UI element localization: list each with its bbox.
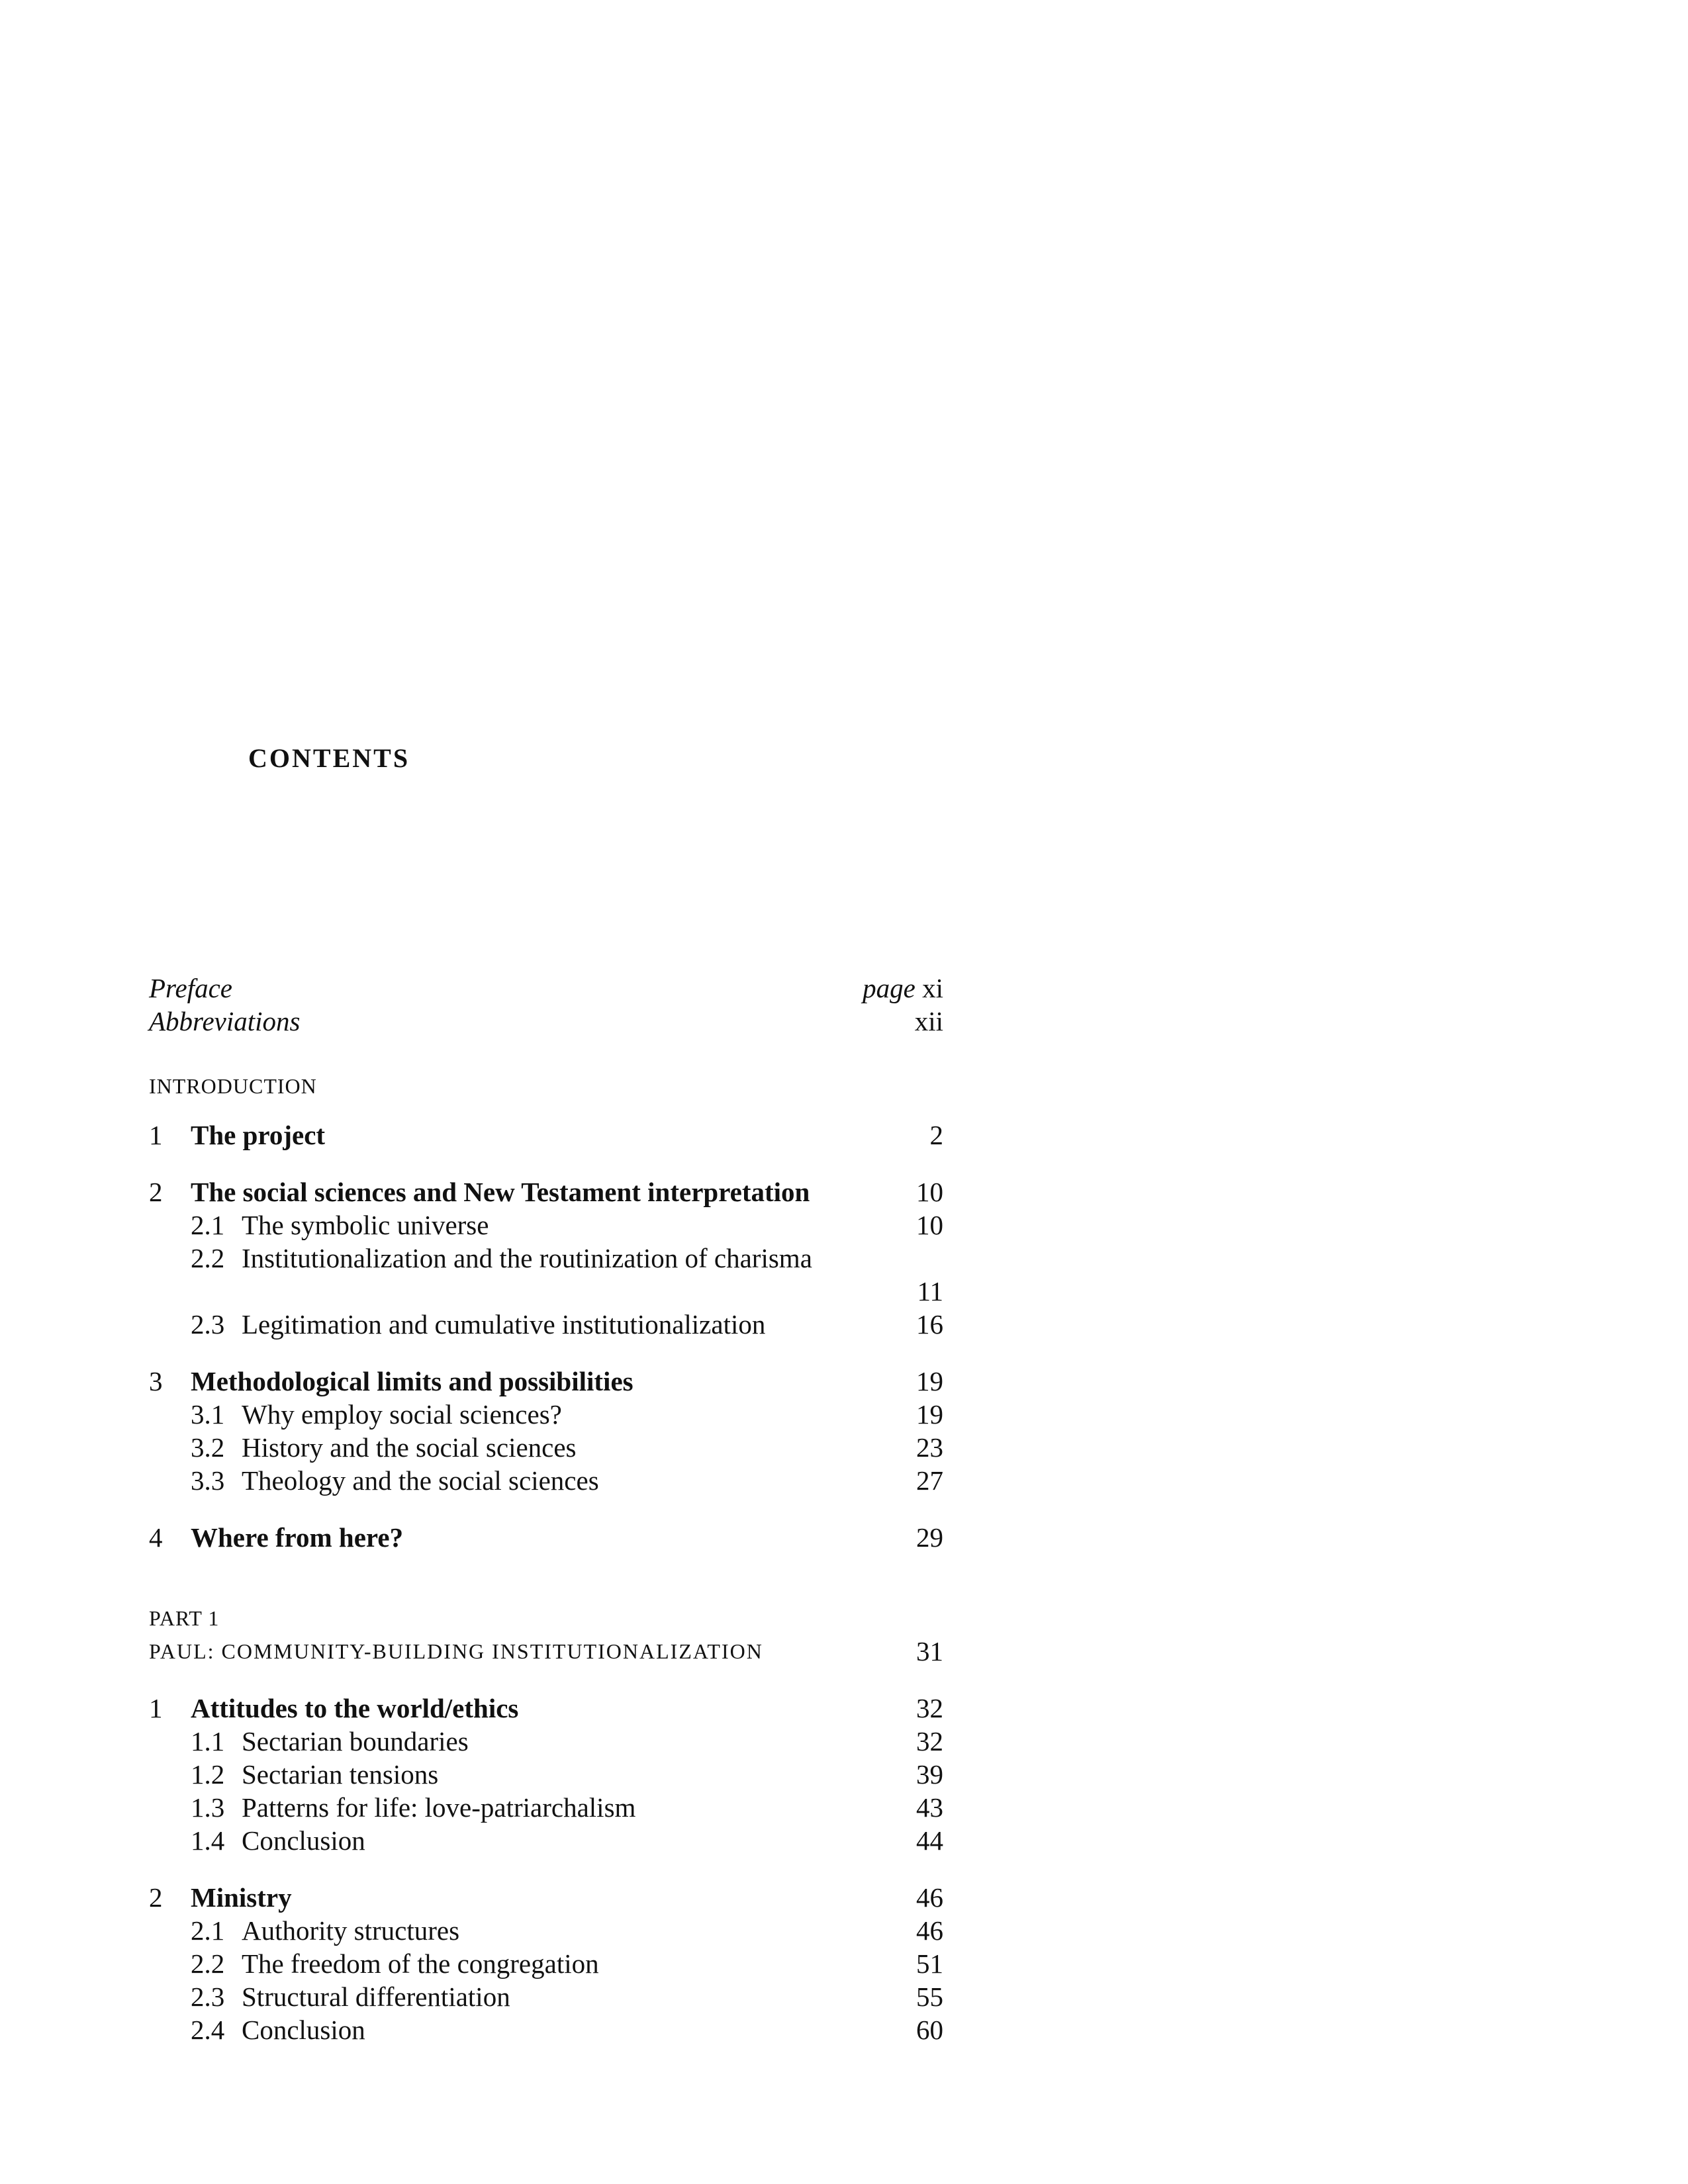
section-title: Sectarian tensions [242,1759,439,1790]
section-title: Authority structures [242,1915,460,1946]
section-page: 10 [916,1210,943,1240]
toc-chapter[interactable] [149,1365,943,1398]
toc-part-title[interactable] [149,1635,943,1668]
page-number: xi [922,973,943,1003]
chapter-number: 3 [149,1366,163,1396]
section-title: Legitimation and cumulative institutionalization [242,1309,766,1340]
section-number: 2.3 [191,1981,225,2012]
section-number: 1.1 [191,1726,225,1756]
section-number: 2.1 [191,1915,225,1946]
toc-section[interactable] [149,1980,943,2013]
chapter-number: 2 [149,1177,163,1207]
entry-page [863,972,943,1005]
section-title: Conclusion [242,2015,365,2045]
section-title: The symbolic universe [242,1210,489,1240]
chapter-number: 4 [149,1522,163,1553]
chapter-title: The project [191,1120,326,1150]
toc-chapter[interactable] [149,1521,943,1554]
toc-section[interactable] [149,1464,943,1497]
entry-title: Abbreviations [149,1006,301,1036]
section-number: 2.2 [191,1948,225,1979]
section-title: Structural differentiation [242,1981,510,2012]
chapter-number: 1 [149,1120,163,1150]
section-page: 19 [916,1399,943,1430]
chapter-title: Methodological limits and possibilities [191,1366,633,1396]
section-number: 1.4 [191,1825,225,1856]
section-title [242,1242,837,1275]
chapter-page: 46 [916,1882,943,1913]
entry-page: xii [914,1006,943,1036]
toc-chapter[interactable] [149,1118,943,1152]
toc-section[interactable] [149,1242,943,1308]
section-page: 27 [916,1465,943,1496]
chapter-page: 10 [916,1177,943,1207]
toc-section[interactable] [149,2013,943,2046]
section-page: 16 [916,1309,943,1340]
section-page: 32 [916,1726,943,1756]
heading-text: INTRODUCTION [149,1074,317,1098]
part-page: 31 [916,1636,943,1666]
toc-chapter[interactable] [149,1881,943,1914]
toc-entry-abbreviations[interactable] [149,1005,943,1038]
toc-section[interactable] [149,1208,943,1242]
toc-section[interactable] [149,1758,943,1791]
toc-chapter[interactable] [149,1175,943,1208]
part-label [149,1602,943,1635]
chapter-page: 32 [916,1693,943,1723]
section-page: 46 [916,1915,943,1946]
toc-section[interactable] [149,1824,943,1857]
toc-section[interactable] [149,1791,943,1824]
section-title: Patterns for life: love-patriarchalism [242,1792,636,1823]
section-number: 2.1 [191,1210,225,1240]
section-number: 3.1 [191,1399,225,1430]
section-number: 2.4 [191,2015,225,2045]
section-page: 44 [916,1825,943,1856]
part-label-text: PART 1 [149,1606,220,1630]
page-label: page [863,973,915,1003]
section-page: 11 [917,1276,943,1306]
entry-title: Preface [149,973,232,1003]
section-page: 55 [916,1981,943,2012]
section-number: 2.2 [191,1243,225,1273]
section-page: 43 [916,1792,943,1823]
table-of-contents [149,972,943,2046]
chapter-title: Attitudes to the world/ethics [191,1693,519,1723]
chapter-title: The social sciences and New Testament interpretation [191,1177,810,1207]
chapter-number: 2 [149,1882,163,1913]
toc-chapter[interactable] [149,1692,943,1725]
section-title: The freedom of the congregation [242,1948,599,1979]
section-page: 23 [916,1432,943,1463]
section-title: Why employ social sciences? [242,1399,562,1430]
toc-section[interactable] [149,1398,943,1431]
section-page: 51 [916,1948,943,1979]
part-title: PAUL: COMMUNITY-BUILDING INSTITUTIONALIZATION [149,1639,763,1663]
section-number: 1.3 [191,1792,225,1823]
section-heading-introduction [149,1069,943,1103]
section-title: Conclusion [242,1825,365,1856]
toc-section[interactable] [149,1308,943,1341]
section-title: History and the social sciences [242,1432,577,1463]
section-page: 60 [916,2015,943,2045]
toc-entry-preface[interactable] [149,972,943,1005]
section-number: 1.2 [191,1759,225,1790]
section-number: 3.2 [191,1432,225,1463]
chapter-number: 1 [149,1693,163,1723]
toc-section[interactable] [149,1431,943,1464]
chapter-page: 19 [916,1366,943,1396]
chapter-title: Where from here? [191,1522,404,1553]
section-page: 39 [916,1759,943,1790]
section-title: Sectarian boundaries [242,1726,469,1756]
chapter-title: Ministry [191,1882,292,1913]
toc-section[interactable] [149,1725,943,1758]
section-title-text: Institutionalization and the routinization of charisma [242,1243,812,1273]
section-number: 3.3 [191,1465,225,1496]
page-title: CONTENTS [248,743,410,773]
section-number: 2.3 [191,1309,225,1340]
chapter-page: 29 [916,1522,943,1553]
chapter-page: 2 [929,1120,943,1150]
toc-section[interactable] [149,1914,943,1947]
section-title: Theology and the social sciences [242,1465,599,1496]
toc-section[interactable] [149,1947,943,1980]
